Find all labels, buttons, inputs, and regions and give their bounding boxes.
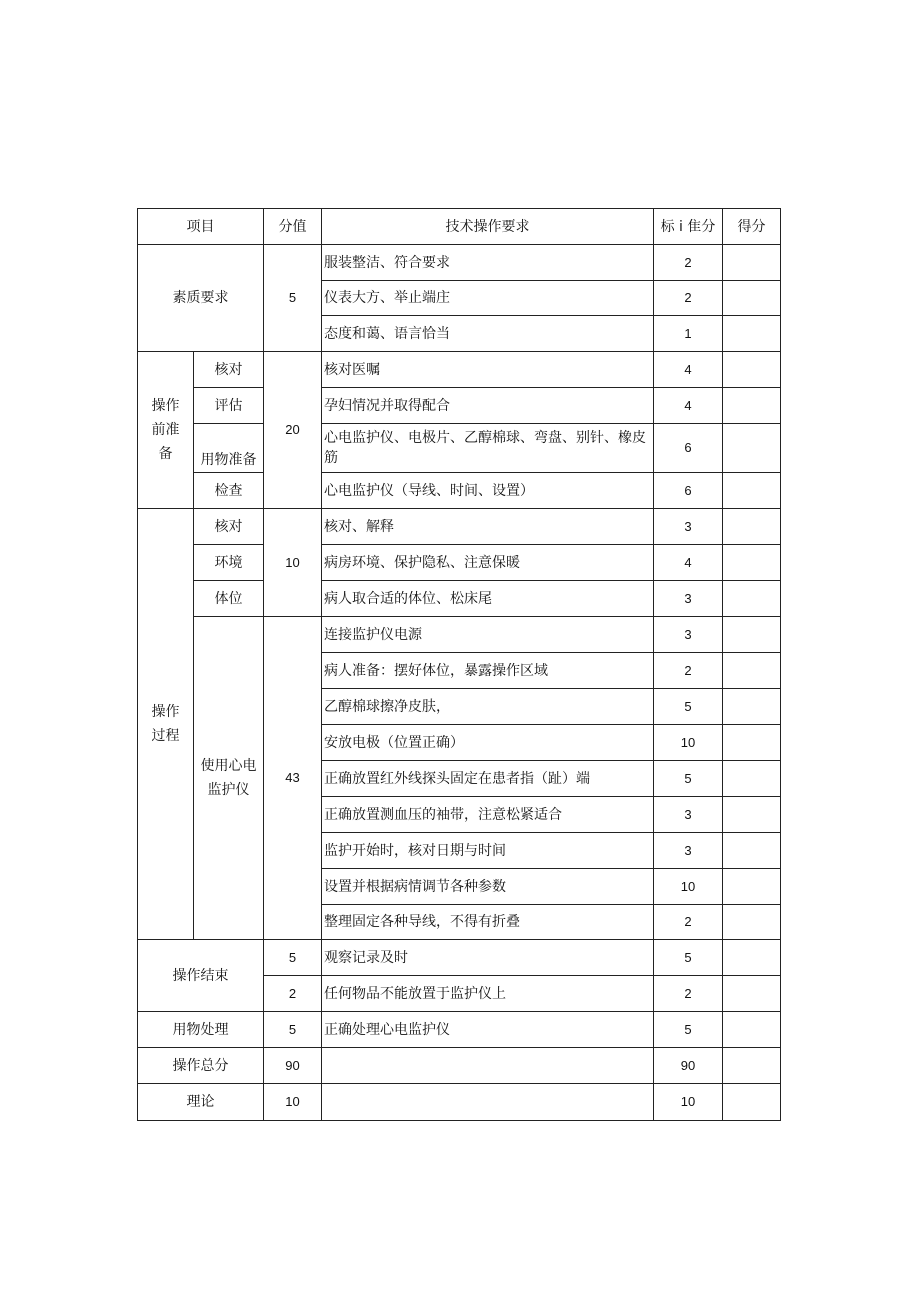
standard-score-cell: 3 (654, 797, 723, 833)
standard-score-cell: 4 (654, 388, 723, 424)
table-row (138, 388, 781, 424)
subitem-cell: 检查 (194, 473, 264, 509)
standard-score-cell: 4 (654, 545, 723, 581)
requirement-cell: 孕妇情况并取得配合 (322, 388, 654, 424)
points-cell: 10 (264, 1084, 322, 1121)
table-row (138, 1012, 781, 1048)
table-row (138, 581, 781, 617)
score-input-cell[interactable] (723, 869, 781, 905)
header-score: 得分 (723, 209, 781, 245)
standard-score-cell: 3 (654, 833, 723, 869)
standard-score-cell: 10 (654, 869, 723, 905)
header-standard: 标 i 隹分 (654, 209, 723, 245)
score-input-cell[interactable] (723, 509, 781, 545)
score-input-cell[interactable] (723, 940, 781, 976)
standard-score-cell: 5 (654, 761, 723, 797)
requirement-cell: 仪表大方、举止端庄 (322, 281, 654, 316)
subitem-cell: 核对 (194, 352, 264, 388)
score-input-cell[interactable] (723, 653, 781, 689)
subitem-cell: 体位 (194, 581, 264, 617)
requirement-cell: 正确处理心电监护仪 (322, 1012, 654, 1048)
table-row (138, 940, 781, 976)
score-input-cell[interactable] (723, 1012, 781, 1048)
standard-score-cell: 2 (654, 976, 723, 1012)
requirement-cell: 乙醇棉球擦净皮肤， (322, 689, 654, 725)
section-process-group2-points: 43 (264, 617, 322, 940)
score-input-cell[interactable] (723, 281, 781, 316)
points-cell: 5 (264, 1012, 322, 1048)
section-end-name: 操作结束 (138, 940, 264, 1012)
section-quality-points: 5 (264, 245, 322, 352)
standard-score-cell: 2 (654, 653, 723, 689)
score-input-cell[interactable] (723, 1048, 781, 1084)
requirement-cell: 正确放置红外线探头固定在患者指（趾）端 (322, 761, 654, 797)
table-row (138, 545, 781, 581)
section-process-name: 操作过程 (138, 509, 194, 940)
requirement-cell (322, 1048, 654, 1084)
header-requirements: 技术操作要求 (322, 209, 654, 245)
subitem-cell: 用物准备 (194, 424, 264, 473)
requirement-cell: 态度和蔼、语言恰当 (322, 316, 654, 352)
score-input-cell[interactable] (723, 761, 781, 797)
scoring-sheet (137, 208, 780, 1121)
score-input-cell[interactable] (723, 833, 781, 869)
requirement-cell: 病房环境、保护隐私、注意保暖 (322, 545, 654, 581)
table-header-row (138, 209, 781, 245)
requirement-cell: 监护开始时，核对日期与时间 (322, 833, 654, 869)
standard-score-cell: 10 (654, 725, 723, 761)
score-input-cell[interactable] (723, 388, 781, 424)
table-row (138, 509, 781, 545)
score-input-cell[interactable] (723, 617, 781, 653)
subitem-cell: 评估 (194, 388, 264, 424)
table-row (138, 1048, 781, 1084)
score-input-cell[interactable] (723, 545, 781, 581)
requirement-cell: 连接监护仪电源 (322, 617, 654, 653)
table-row (138, 473, 781, 509)
table-row (138, 245, 781, 281)
score-input-cell[interactable] (723, 424, 781, 473)
standard-score-cell: 2 (654, 905, 723, 940)
score-input-cell[interactable] (723, 245, 781, 281)
requirement-cell: 任何物品不能放置于监护仪上 (322, 976, 654, 1012)
standard-score-cell: 5 (654, 940, 723, 976)
table-row (138, 352, 781, 388)
standard-score-cell: 90 (654, 1048, 723, 1084)
requirement-cell (322, 1084, 654, 1121)
points-cell: 90 (264, 1048, 322, 1084)
section-theory-name: 理论 (138, 1084, 264, 1121)
requirement-cell: 核对医嘱 (322, 352, 654, 388)
standard-score-cell: 2 (654, 245, 723, 281)
score-input-cell[interactable] (723, 976, 781, 1012)
subitem-cell: 环境 (194, 545, 264, 581)
standard-score-cell: 5 (654, 689, 723, 725)
requirement-cell: 核对、解释 (322, 509, 654, 545)
table-row (138, 617, 781, 653)
scoring-table (137, 208, 781, 1121)
requirement-cell: 设置并根据病情调节各种参数 (322, 869, 654, 905)
points-cell: 5 (264, 940, 322, 976)
standard-score-cell: 3 (654, 509, 723, 545)
score-input-cell[interactable] (723, 473, 781, 509)
table-row (138, 1084, 781, 1121)
standard-score-cell: 1 (654, 316, 723, 352)
subitem-cell: 核对 (194, 509, 264, 545)
score-input-cell[interactable] (723, 725, 781, 761)
standard-score-cell: 3 (654, 617, 723, 653)
requirement-cell: 心电监护仪（导线、时间、设置） (322, 473, 654, 509)
score-input-cell[interactable] (723, 689, 781, 725)
requirement-cell: 心电监护仪、电极片、乙醇棉球、弯盘、别针、橡皮筋 (322, 424, 654, 473)
score-input-cell[interactable] (723, 352, 781, 388)
requirement-cell: 病人取合适的体位、松床尾 (322, 581, 654, 617)
score-input-cell[interactable] (723, 1084, 781, 1121)
section-prep-points: 20 (264, 352, 322, 509)
score-input-cell[interactable] (723, 316, 781, 352)
score-input-cell[interactable] (723, 581, 781, 617)
score-input-cell[interactable] (723, 905, 781, 940)
standard-score-cell: 2 (654, 281, 723, 316)
section-prep-name: 操作前准备 (138, 352, 194, 509)
section-total-name: 操作总分 (138, 1048, 264, 1084)
standard-score-cell: 10 (654, 1084, 723, 1121)
requirement-cell: 观察记录及时 (322, 940, 654, 976)
standard-score-cell: 6 (654, 424, 723, 473)
subitem-ecg-monitor: 使用心电监护仪 (194, 617, 264, 940)
standard-score-cell: 3 (654, 581, 723, 617)
standard-score-cell: 4 (654, 352, 723, 388)
requirement-cell: 病人准备：摆好体位，暴露操作区域 (322, 653, 654, 689)
points-cell: 2 (264, 976, 322, 1012)
requirement-cell: 正确放置测血压的袖带，注意松紧适合 (322, 797, 654, 833)
section-process-group1-points: 10 (264, 509, 322, 617)
requirement-cell: 整理固定各种导线，不得有折叠 (322, 905, 654, 940)
score-input-cell[interactable] (723, 797, 781, 833)
requirement-cell: 服装整洁、符合要求 (322, 245, 654, 281)
header-points: 分值 (264, 209, 322, 245)
header-project: 项目 (138, 209, 264, 245)
section-quality-name: 素质要求 (138, 245, 264, 352)
table-row (138, 424, 781, 473)
standard-score-cell: 6 (654, 473, 723, 509)
standard-score-cell: 5 (654, 1012, 723, 1048)
section-disposal-name: 用物处理 (138, 1012, 264, 1048)
requirement-cell: 安放电极（位置正确） (322, 725, 654, 761)
